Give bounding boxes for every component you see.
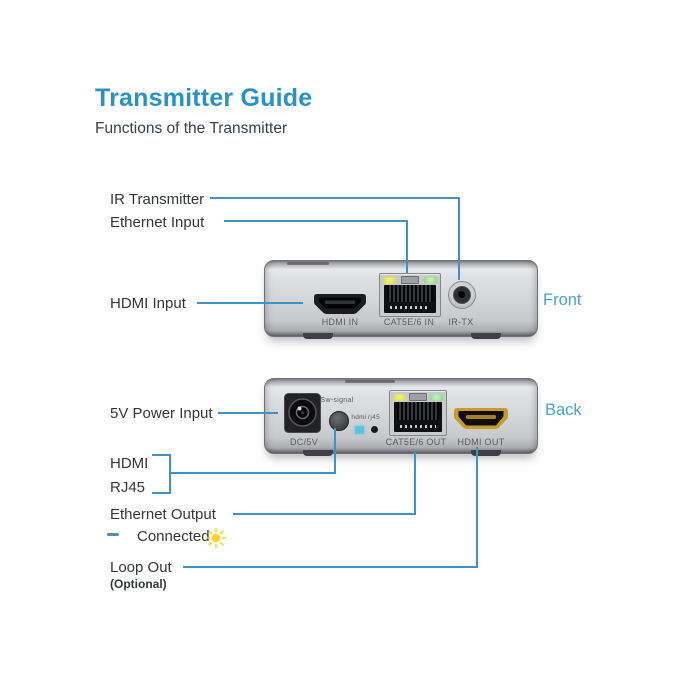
dc-5v-label: DC/5V bbox=[289, 437, 318, 447]
rj45-clip bbox=[409, 393, 427, 401]
transmitter-back-panel bbox=[264, 378, 538, 454]
callout-hdmi-input: HDMI Input bbox=[110, 295, 186, 312]
front-view-label: Front bbox=[543, 291, 582, 309]
sw-signal-label: Sw-signal bbox=[320, 397, 354, 404]
line-ethernet-out-vertical bbox=[414, 452, 416, 515]
line-power bbox=[218, 412, 278, 414]
back-view-label: Back bbox=[545, 401, 582, 419]
cat5e-out-port bbox=[389, 390, 447, 436]
line-switch-vertical bbox=[334, 428, 336, 474]
line-ethernet-out-horizontal bbox=[233, 513, 416, 515]
callout-loop-optional: (Optional) bbox=[110, 577, 167, 591]
ir-jack-ring bbox=[453, 286, 471, 304]
callout-loop-out: Loop Out bbox=[110, 559, 172, 576]
dc-power-jack bbox=[284, 393, 321, 438]
line-loop-vertical bbox=[476, 447, 478, 568]
hdmi-connector-icon bbox=[314, 294, 366, 314]
bracket-bottom-stub bbox=[152, 492, 171, 494]
line-ir-horizontal bbox=[210, 197, 460, 199]
page-title: Transmitter Guide bbox=[95, 84, 313, 112]
page-subtitle: Functions of the Transmitter bbox=[95, 120, 288, 137]
rj45-led bbox=[371, 426, 378, 433]
line-ethernet-in-vertical bbox=[406, 220, 408, 273]
hdmi-led bbox=[355, 426, 364, 434]
panel-edge-mark bbox=[287, 262, 329, 265]
callout-power-input: 5V Power Input bbox=[110, 405, 213, 422]
rj45-yellow-led bbox=[383, 277, 396, 284]
line-hdmi-in bbox=[197, 302, 303, 304]
device-foot bbox=[303, 450, 333, 456]
rj45-clip bbox=[401, 276, 419, 284]
hdmi-out-port bbox=[454, 408, 508, 434]
bracket-top-stub bbox=[152, 454, 171, 456]
bracket-vertical bbox=[169, 454, 171, 494]
line-ethernet-in-horizontal bbox=[224, 220, 408, 222]
rj45-green-led bbox=[430, 394, 443, 401]
hdmi-led-label: hdmi bbox=[351, 414, 367, 421]
rj45-led-label: rj45 bbox=[367, 414, 381, 421]
sw-signal-button bbox=[329, 411, 349, 431]
rj45-contacts bbox=[390, 306, 430, 309]
dc-jack-icon bbox=[284, 393, 321, 433]
ir-jack-hole bbox=[458, 291, 465, 298]
hdmi-in-port bbox=[314, 294, 366, 319]
device-foot bbox=[303, 333, 333, 339]
rj45-pins bbox=[387, 285, 433, 302]
hdmi-connector-gold-icon bbox=[454, 408, 508, 429]
rj45-green-led bbox=[424, 277, 437, 284]
cat5e-in-port bbox=[379, 273, 441, 317]
rj45-contacts bbox=[400, 425, 436, 428]
rj45-cavity bbox=[384, 285, 436, 313]
callout-hdmi-switch: HDMI bbox=[110, 455, 149, 472]
callout-ethernet-input: Ethernet Input bbox=[110, 214, 205, 231]
rj45-cavity bbox=[394, 402, 442, 432]
connected-dash bbox=[107, 533, 119, 536]
rj45-yellow-led bbox=[393, 394, 406, 401]
ir-tx-jack bbox=[448, 281, 476, 309]
callout-rj45-switch: RJ45 bbox=[110, 479, 146, 496]
ir-tx-label: IR-TX bbox=[448, 317, 474, 327]
hdmi-in-label: HDMI IN bbox=[321, 317, 359, 327]
sun-icon bbox=[205, 527, 227, 549]
callout-connected: Connected bbox=[137, 528, 210, 545]
cat5e-out-label: CAT5E/6 OUT bbox=[385, 437, 447, 447]
line-ir-vertical bbox=[458, 197, 460, 280]
cat5e-in-label: CAT5E/6 IN bbox=[383, 317, 435, 327]
line-loop-horizontal bbox=[183, 566, 478, 568]
transmitter-front-panel bbox=[264, 260, 538, 337]
hdmi-out-label: HDMI OUT bbox=[457, 437, 505, 447]
rj45-pins bbox=[397, 402, 439, 420]
callout-ir-transmitter: IR Transmitter bbox=[110, 191, 205, 208]
line-switch-horizontal bbox=[170, 472, 336, 474]
callout-ethernet-output: Ethernet Output bbox=[110, 506, 216, 523]
device-foot bbox=[471, 333, 501, 339]
panel-edge-mark bbox=[345, 380, 395, 383]
